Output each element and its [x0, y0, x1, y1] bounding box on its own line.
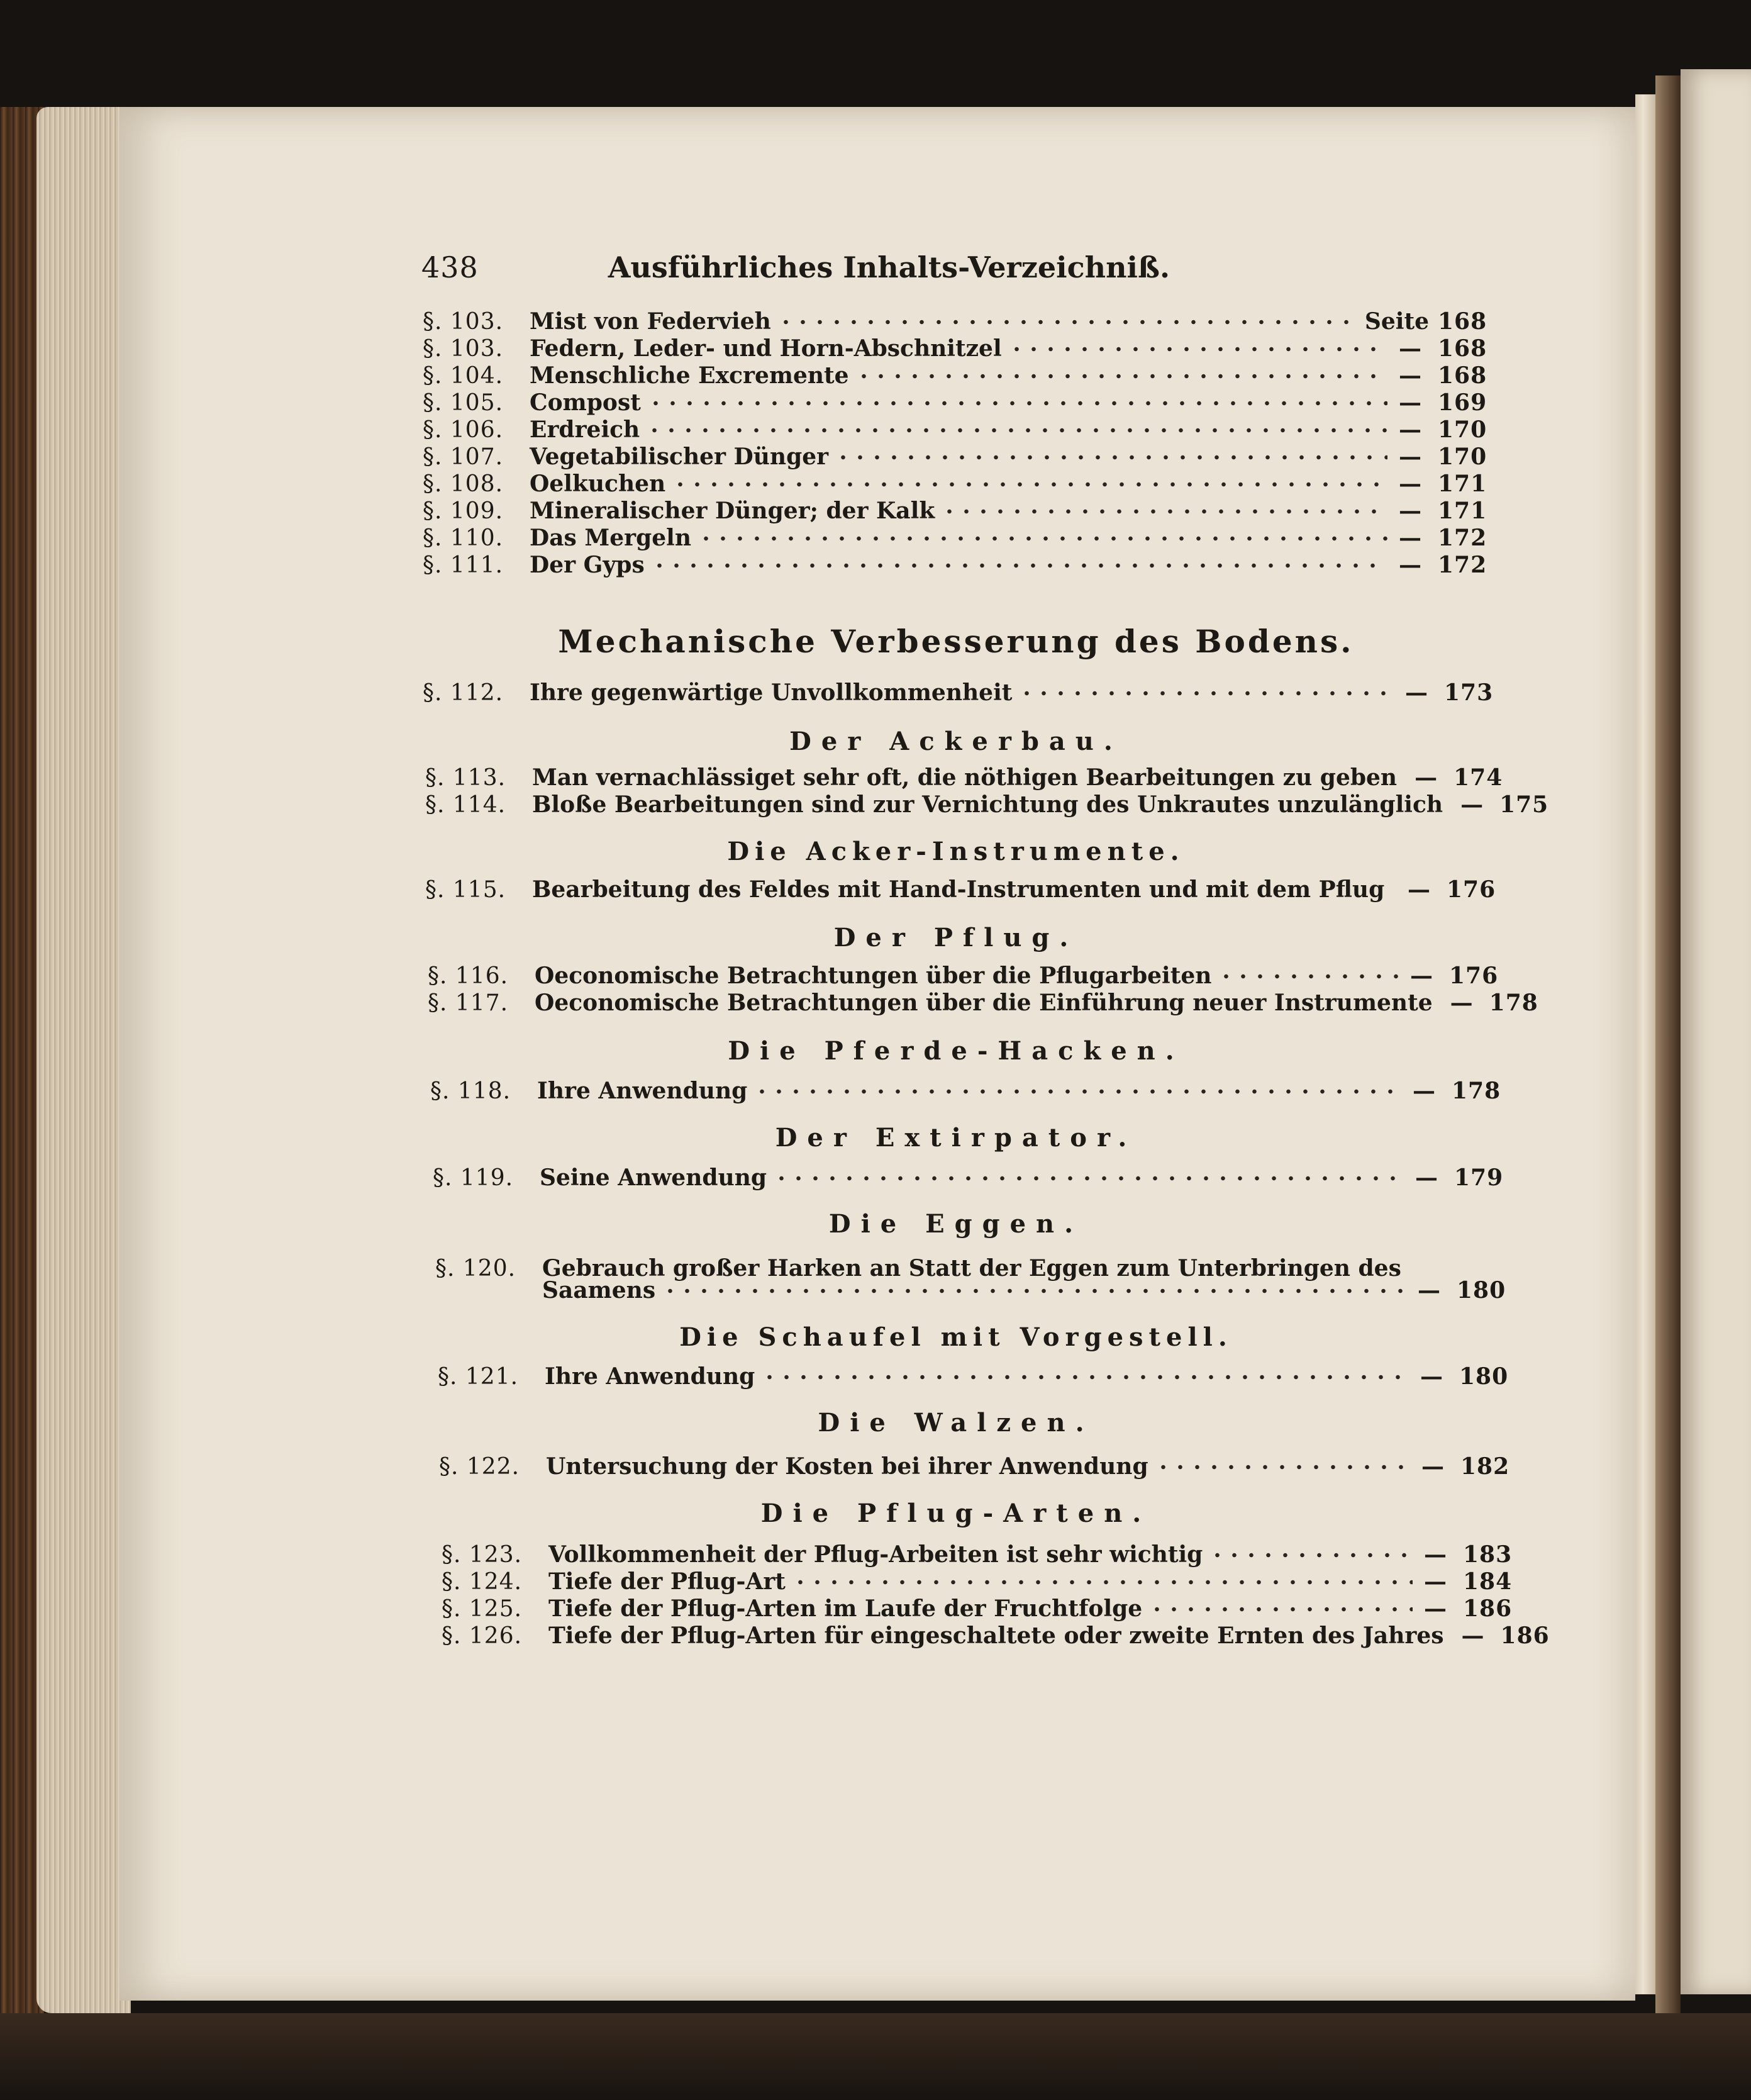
dot-leader	[761, 1374, 1409, 1380]
section-heading: Die Walzen.	[818, 1408, 1094, 1438]
page-dash: —	[1460, 791, 1484, 818]
page-dash: —	[1413, 1078, 1435, 1104]
page-reference: 172	[1438, 525, 1487, 551]
page-dash: —	[1408, 876, 1430, 903]
toc-entry	[423, 679, 1492, 707]
entry-title: Tiefe der Pflug-Arten im Laufe der Fruchtfolge	[548, 1595, 1143, 1622]
entry-title: Vegetabilischer Dünger	[530, 444, 829, 470]
dot-leader	[1209, 1552, 1413, 1558]
facing-page-edge	[1681, 69, 1751, 1994]
dot-leader	[792, 1579, 1413, 1585]
section-number: §. 118.	[430, 1078, 511, 1104]
page-dash: —	[1399, 416, 1421, 443]
entry-title: Oelkuchen	[530, 471, 666, 497]
page-reference: 176	[1449, 963, 1499, 989]
page-reference: 180	[1457, 1277, 1506, 1304]
page-dash: —	[1399, 444, 1421, 470]
entry-title: Seine Anwendung	[540, 1164, 767, 1191]
page-dash: —	[1399, 362, 1421, 389]
page-dash: —	[1418, 1277, 1440, 1304]
section-number: §. 126.	[442, 1623, 523, 1649]
toc-entry	[425, 764, 1503, 792]
page-dash: —	[1424, 1541, 1447, 1568]
entry-title: Tiefe der Pflug-Arten für eingeschaltete oder zweite Ernten des Jahres	[548, 1622, 1444, 1649]
page-reference: 168	[1438, 308, 1487, 335]
page-dash: —	[1415, 1164, 1438, 1191]
section-heading: Der Pflug.	[833, 923, 1079, 952]
dot-leader	[753, 1088, 1401, 1095]
dot-leader	[1008, 346, 1387, 352]
book-gutter	[1655, 75, 1681, 2013]
entry-title: Bearbeitung des Feldes mit Hand-Instrumenten und mit dem Pflug	[532, 876, 1385, 903]
page-reference: 171	[1438, 471, 1487, 497]
dot-leader	[672, 481, 1387, 488]
entry-title: Oeconomische Betrachtungen über die Einführung neuer Instrumente	[535, 990, 1433, 1016]
page-dash: —	[1399, 335, 1421, 362]
toc-entry	[423, 471, 1486, 498]
page-reference: 174	[1454, 764, 1503, 791]
toc-entry	[425, 876, 1494, 904]
page-dash: —	[1461, 1622, 1484, 1649]
page-dash: —	[1399, 525, 1421, 551]
toc-entry	[428, 963, 1497, 990]
page-reference: 173	[1444, 679, 1494, 706]
section-number: §. 119.	[433, 1165, 514, 1191]
section-number: §. 123.	[442, 1542, 523, 1568]
section-number: §. 121.	[438, 1364, 519, 1390]
entry-title: Man vernachlässiget sehr oft, die nöthigen Bearbeitungen zu geben	[532, 764, 1398, 791]
toc-entry	[423, 389, 1486, 417]
entry-title: Gebrauch großer Harken an Statt der Eggen zum Unterbringen des	[542, 1255, 1401, 1282]
section-number: §. 114.	[425, 792, 506, 818]
toc-entry	[438, 1363, 1507, 1391]
entry-title: Oeconomische Betrachtungen über die Pflugarbeiten	[535, 963, 1212, 989]
section-number: §. 124.	[442, 1569, 523, 1595]
page-reference: 178	[1452, 1078, 1501, 1104]
page-reference: 182	[1460, 1453, 1510, 1480]
section-number: §. 104.	[423, 363, 504, 389]
page-reference: 171	[1438, 498, 1487, 524]
entry-title: Ihre gegenwärtige Unvollkommenheit	[530, 679, 1013, 706]
dot-leader	[647, 400, 1387, 406]
entry-title: Mineralischer Dünger; der Kalk	[530, 498, 935, 524]
section-number: §. 115.	[425, 877, 506, 903]
dot-leader	[835, 454, 1387, 461]
section-number: §. 103.	[423, 336, 504, 362]
section-number: §. 107.	[423, 444, 504, 470]
page-reference: 180	[1459, 1363, 1509, 1390]
page-reference: 170	[1438, 416, 1487, 443]
page-dash: —	[1399, 498, 1421, 524]
entry-title: Federn, Leder- und Horn-Abschnitzel	[530, 335, 1002, 362]
dot-leader	[855, 373, 1387, 379]
dot-leader	[646, 427, 1387, 433]
entry-title: Tiefe der Pflug-Art	[548, 1568, 786, 1595]
toc-entry-continuation	[542, 1277, 1504, 1305]
entry-title: Das Mergeln	[530, 525, 691, 551]
page-reference: 170	[1438, 444, 1487, 470]
page-reference: 179	[1454, 1164, 1504, 1191]
section-number: §. 109.	[423, 498, 504, 524]
entry-title: Ihre Anwendung	[537, 1078, 748, 1104]
dot-leader	[651, 562, 1387, 569]
page-reference: 175	[1499, 791, 1549, 818]
dot-leader	[1391, 887, 1396, 893]
dot-leader	[773, 1175, 1404, 1181]
toc-entry	[442, 1541, 1511, 1569]
page-reference: 168	[1438, 362, 1487, 389]
entry-title: Der Gyps	[530, 552, 645, 578]
toc-entry	[439, 1453, 1508, 1481]
section-heading: Die Schaufel mit Vorgestell.	[679, 1322, 1233, 1352]
page-reference: 169	[1438, 389, 1487, 416]
page-dash: —	[1415, 764, 1438, 791]
section-number: §. 122.	[439, 1454, 520, 1480]
toc-entry	[433, 1164, 1502, 1192]
page-reference: 184	[1463, 1568, 1513, 1595]
entry-title: Vollkommenheit der Pflug-Arbeiten ist sehr wichtig	[548, 1541, 1203, 1568]
page-reference: 186	[1463, 1595, 1513, 1622]
background-bottom	[0, 2013, 1751, 2100]
dot-leader	[941, 508, 1387, 515]
dot-leader	[662, 1288, 1406, 1294]
section-number: §. 112.	[423, 680, 504, 706]
toc-entry	[423, 444, 1486, 471]
section-number: §. 117.	[428, 990, 509, 1016]
page-reference: 168	[1438, 335, 1487, 362]
page-dash: —	[1450, 990, 1473, 1016]
toc-entry	[423, 308, 1486, 336]
toc-entry	[423, 335, 1486, 363]
toc-entry	[423, 525, 1486, 552]
section-heading: Die Eggen.	[828, 1209, 1084, 1239]
dot-leader	[777, 319, 1359, 325]
page-reference: 172	[1438, 552, 1487, 578]
entry-title-continuation: Saamens	[542, 1277, 656, 1304]
toc-entry	[442, 1595, 1511, 1623]
section-number: §. 110.	[423, 525, 504, 551]
section-heading: Die Acker-Instrumente.	[727, 837, 1185, 866]
dot-leader	[1018, 690, 1394, 696]
page-stack-edge	[36, 107, 131, 2013]
section-number: §. 103.	[423, 309, 504, 335]
page-reference: 183	[1463, 1541, 1513, 1568]
page-dash: —	[1420, 1363, 1443, 1390]
page-dash: —	[1424, 1595, 1447, 1622]
section-number: §. 108.	[423, 471, 504, 497]
page-dash: —	[1399, 471, 1421, 497]
dot-leader	[1218, 973, 1399, 980]
toc-entry	[423, 416, 1486, 444]
section-heading: Die Pflug-Arten.	[760, 1499, 1152, 1528]
running-head: Ausführliches Inhalts-Verzeichniß.	[608, 250, 1170, 284]
entry-title: Mist von Federvieh	[530, 308, 771, 335]
section-heading-main: Mechanische Verbesserung des Bodens.	[558, 623, 1354, 660]
page-dash: —	[1399, 389, 1421, 416]
page-dash: —	[1424, 1568, 1447, 1595]
dot-leader	[1155, 1464, 1410, 1470]
dot-leader	[1148, 1606, 1413, 1612]
toc-entry	[428, 990, 1538, 1017]
section-number: §. 111.	[423, 552, 504, 578]
section-number: §. 125.	[442, 1596, 523, 1622]
toc-entry	[423, 498, 1486, 525]
section-heading: Die Pferde-Hacken.	[728, 1036, 1184, 1066]
section-number: §. 113.	[425, 765, 506, 791]
page-fore-edge	[1635, 94, 1655, 1994]
page-reference: 178	[1489, 990, 1538, 1016]
page-reference: 176	[1447, 876, 1496, 903]
entry-title: Ihre Anwendung	[545, 1363, 755, 1390]
entry-title: Bloße Bearbeitungen sind zur Vernichtung des Unkrautes unzulänglich	[532, 791, 1443, 818]
toc-entry	[423, 362, 1486, 390]
section-heading: Der Ackerbau.	[789, 727, 1123, 756]
dot-leader	[698, 535, 1387, 542]
toc-entry	[442, 1622, 1550, 1650]
page-prefix: Seite	[1364, 308, 1429, 335]
section-number: §. 105.	[423, 390, 504, 416]
section-number: §. 116.	[428, 963, 509, 989]
toc-entry	[430, 1078, 1499, 1105]
entry-title: Untersuchung der Kosten bei ihrer Anwendung	[546, 1453, 1148, 1480]
toc-entry	[423, 552, 1486, 579]
toc-entry	[425, 791, 1549, 819]
page-dash: —	[1421, 1453, 1444, 1480]
page-dash: —	[1399, 552, 1421, 578]
entry-title: Compost	[530, 389, 641, 416]
section-number: §. 120.	[435, 1256, 516, 1282]
entry-title: Menschliche Excremente	[530, 362, 849, 389]
section-number: §. 106.	[423, 417, 504, 443]
page-dash: —	[1405, 679, 1428, 706]
entry-title: Erdreich	[530, 416, 640, 443]
page-header	[421, 250, 1170, 294]
section-heading: Der Extirpator.	[775, 1123, 1137, 1153]
page-dash: —	[1410, 963, 1433, 989]
toc-entry	[442, 1568, 1511, 1596]
page-reference: 186	[1500, 1622, 1550, 1649]
page-number: 438	[421, 250, 479, 284]
